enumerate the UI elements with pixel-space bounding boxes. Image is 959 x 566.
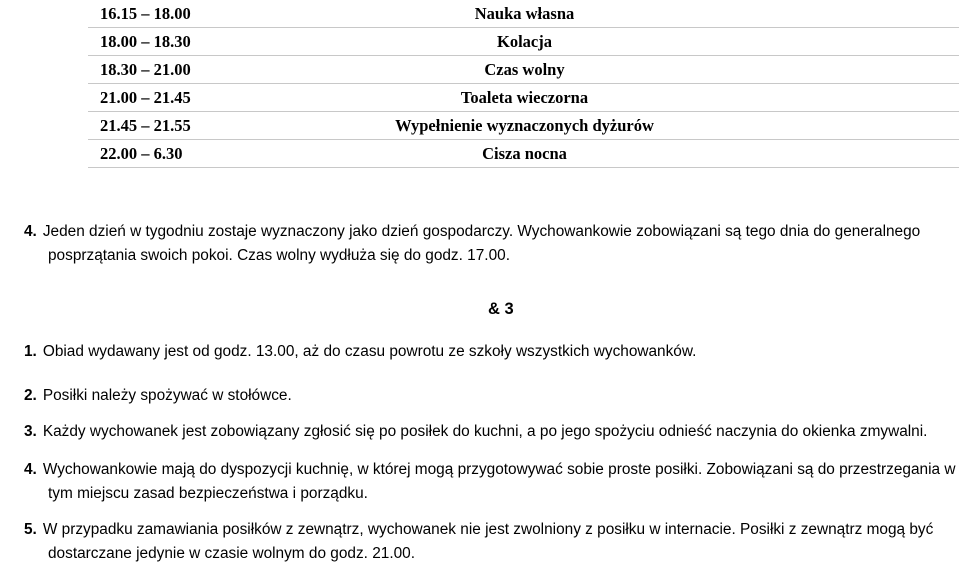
item-text: W przypadku zamawiania posiłków z zewnątrz, wychowanek nie jest zwolniony z posiłku w internacie. Posiłki z zewnątrz mogą być dostarczane jedynie w czasie wolnym do godz. 21.00. — [42, 521, 934, 562]
item-text: Wychowankowie mają do dyspozycji kuchnię, w której mogą przygotowywać sobie proste posiłki. Zobowiązani są do przestrzegania w tym miejscu zasad bezpieczeństwa i porządku. — [42, 461, 956, 502]
table-row — [88, 56, 959, 84]
rule-item-1 — [24, 340, 959, 364]
item-text: Posiłki należy spożywać w stołówce. — [42, 387, 292, 404]
item-number: 3. — [24, 423, 37, 440]
rule-item-5 — [24, 518, 959, 566]
item-text: Obiad wydawany jest od godz. 13.00, aż do czasu powrotu ze szkoły wszystkich wychowanków. — [42, 343, 697, 360]
rule-item-4 — [24, 458, 959, 506]
schedule-activity: Kolacja — [240, 28, 959, 56]
table-row — [88, 140, 959, 168]
table-row — [88, 0, 959, 28]
rule-item-2 — [24, 384, 959, 408]
item-number: 2. — [24, 387, 37, 404]
schedule-activity: Toaleta wieczorna — [240, 84, 959, 112]
schedule-time: 16.15 – 18.00 — [88, 0, 240, 28]
item-number: 4. — [24, 223, 37, 240]
paragraph-item-4-household-day — [24, 220, 959, 268]
schedule-activity: Czas wolny — [240, 56, 959, 84]
item-number: 5. — [24, 521, 37, 538]
schedule-time: 22.00 – 6.30 — [88, 140, 240, 168]
schedule-activity: Cisza nocna — [240, 140, 959, 168]
schedule-time: 21.45 – 21.55 — [88, 112, 240, 140]
table-row — [88, 28, 959, 56]
item-text: Jeden dzień w tygodniu zostaje wyznaczony jako dzień gospodarczy. Wychowankowie zobowiązani są tego dnia do generalnego posprzątania swoich pokoi. Czas wolny wydłuża się do godz. 17.00. — [42, 223, 921, 264]
table-row — [88, 112, 959, 140]
table-row — [88, 84, 959, 112]
section-heading: & 3 — [488, 300, 514, 318]
schedule-time: 18.30 – 21.00 — [88, 56, 240, 84]
item-text: Każdy wychowanek jest zobowiązany zgłosić się po posiłek do kuchni, a po jego spożyciu odnieść naczynia do okienka zmywalni. — [42, 423, 928, 440]
item-number: 4. — [24, 461, 37, 478]
schedule-activity: Wypełnienie wyznaczonych dyżurów — [240, 112, 959, 140]
rule-item-3 — [24, 420, 959, 444]
daily-schedule-table — [88, 0, 959, 168]
schedule-time: 18.00 – 18.30 — [88, 28, 240, 56]
item-number: 1. — [24, 343, 37, 360]
schedule-activity: Nauka własna — [240, 0, 959, 28]
schedule-time: 21.00 – 21.45 — [88, 84, 240, 112]
